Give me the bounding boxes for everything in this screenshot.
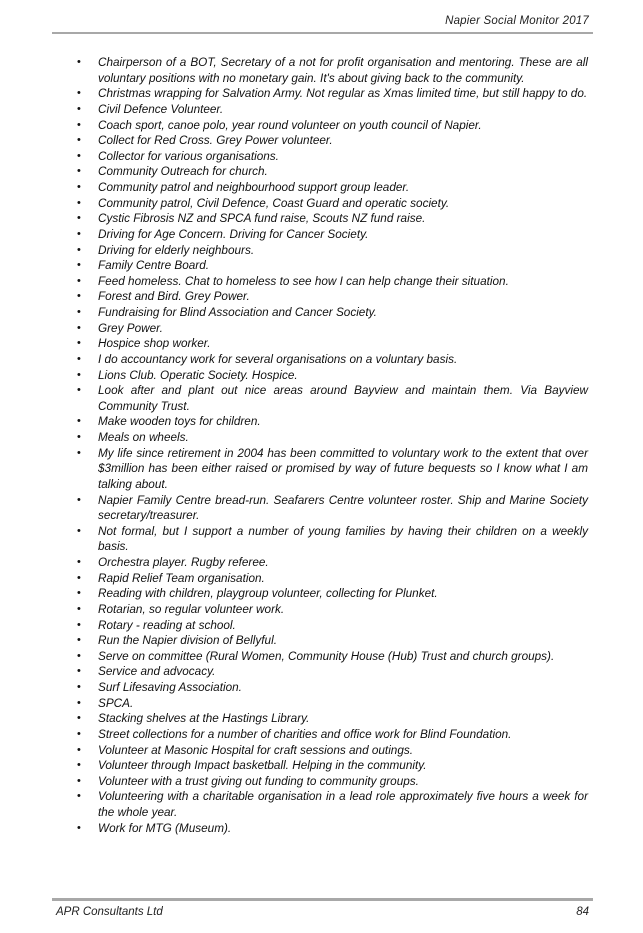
volunteer-activity-list [56, 55, 588, 836]
bullet-icon: • [77, 306, 81, 318]
list-item-text: Run the Napier division of Bellyful. [98, 634, 277, 648]
list-item [56, 368, 588, 384]
bullet-icon: • [77, 384, 81, 397]
bullet-icon: • [77, 212, 81, 225]
list-item-text: Rapid Relief Team organisation. [98, 571, 265, 585]
bullet-icon: • [77, 759, 81, 772]
bullet-icon: • [77, 321, 81, 334]
bullet-icon: • [77, 196, 81, 209]
list-item [56, 383, 588, 414]
list-item-text: Work for MTG (Museum). [98, 821, 232, 835]
list-item-text: Forest and Bird. Grey Power. [98, 290, 250, 304]
list-item-text: Rotary - reading at school. [98, 618, 236, 632]
bullet-icon: • [77, 556, 81, 568]
list-item [56, 305, 588, 321]
list-item [56, 336, 588, 352]
list-item [56, 586, 588, 602]
bullet-icon: • [77, 415, 81, 428]
list-item [56, 727, 588, 743]
list-item-text: Collector for various organisations. [98, 149, 279, 163]
bullet-icon: • [77, 696, 81, 709]
list-item-text: Cystic Fibrosis NZ and SPCA fund raise, Scouts NZ fund raise. [98, 212, 426, 226]
bullet-icon: • [77, 274, 81, 287]
bullet-icon: • [77, 681, 81, 693]
bullet-icon: • [77, 165, 81, 178]
list-item [56, 633, 588, 649]
list-item [56, 211, 588, 227]
list-item [56, 774, 588, 790]
list-item [56, 414, 588, 430]
list-item-text: Family Centre Board. [98, 259, 210, 273]
list-item-text: Collect for Red Cross. Grey Power volunteer. [98, 134, 333, 148]
list-item-text: Grey Power. [98, 321, 163, 335]
list-item [56, 821, 588, 837]
list-item-text: Make wooden toys for children. [98, 415, 261, 429]
list-item [56, 618, 588, 634]
list-item-text: My life since retirement in 2004 has been committed to voluntary work to the extent that over $3million has been either raised or promised by way of future bequests so I know what I am talking about. [98, 446, 588, 491]
list-item-text: Street collections for a number of charities and office work for Blind Foundation. [98, 727, 512, 741]
bullet-icon: • [77, 102, 81, 115]
bullet-icon: • [77, 774, 81, 787]
bullet-icon: • [77, 821, 81, 834]
list-item-text: Community Outreach for church. [98, 165, 268, 179]
bullet-icon: • [77, 524, 81, 537]
list-item [56, 55, 588, 86]
bullet-icon: • [77, 243, 81, 256]
list-item [56, 243, 588, 259]
list-item [56, 524, 588, 555]
bullet-icon: • [77, 181, 81, 193]
list-item [56, 711, 588, 727]
list-item [56, 289, 588, 305]
bullet-icon: • [77, 727, 81, 740]
bullet-icon: • [77, 149, 81, 162]
bullet-icon: • [77, 602, 81, 615]
list-item-text: Look after and plant out nice areas around Bayview and maintain them. Via Bayview Community Trust. [98, 384, 588, 413]
bullet-icon: • [77, 87, 81, 100]
bullet-icon: • [77, 56, 81, 68]
list-item-text: Reading with children, playgroup volunteer, collecting for Plunket. [98, 587, 438, 601]
list-item [56, 696, 588, 712]
header-title: Napier Social Monitor 2017 [445, 15, 589, 27]
list-item [56, 555, 588, 571]
list-item-text: Christmas wrapping for Salvation Army. Not regular as Xmas limited time, but still happy to do. [98, 87, 588, 101]
list-item-text: Serve on committee (Rural Women, Community House (Hub) Trust and church groups). [98, 649, 555, 663]
bullet-icon: • [77, 743, 81, 756]
list-item [56, 430, 588, 446]
list-item-text: Driving for Age Concern. Driving for Cancer Society. [98, 227, 369, 241]
list-item-text: Driving for elderly neighbours. [98, 243, 255, 257]
footer-company: APR Consultants Ltd [56, 906, 163, 918]
list-item [56, 758, 588, 774]
list-item [56, 164, 588, 180]
list-item [56, 493, 588, 524]
list-item-text: Community patrol and neighbourhood support group leader. [98, 181, 410, 194]
list-item-text: Rotarian, so regular volunteer work. [98, 602, 285, 616]
list-item [56, 133, 588, 149]
bullet-icon: • [77, 290, 81, 303]
bullet-icon: • [77, 118, 81, 131]
list-item [56, 743, 588, 759]
bullet-icon: • [77, 259, 81, 272]
bullet-icon: • [77, 352, 81, 365]
list-item-text: Volunteer at Masonic Hospital for craft sessions and outings. [98, 743, 414, 757]
list-item [56, 571, 588, 587]
footer-divider [52, 898, 593, 901]
list-item [56, 86, 588, 102]
list-item-text: Not formal, but I support a number of young families by having their children on a weekly basis. [98, 524, 588, 554]
page-number: 84 [576, 906, 589, 918]
bullet-icon: • [77, 446, 81, 459]
list-item [56, 149, 588, 165]
list-item-text: I do accountancy work for several organisations on a voluntary basis. [98, 352, 458, 366]
list-item [56, 664, 588, 680]
list-item-text: Meals on wheels. [98, 431, 189, 444]
list-item-text: Volunteer with a trust giving out funding to community groups. [98, 774, 419, 788]
list-item [56, 274, 588, 290]
list-item-text: Service and advocacy. [98, 665, 216, 679]
list-item-text: Stacking shelves at the Hastings Library. [98, 712, 310, 726]
list-item-text: Volunteering with a charitable organisation in a lead role approximately five hours a week for the whole year. [98, 790, 588, 819]
list-item [56, 227, 588, 243]
list-item [56, 180, 588, 196]
bullet-icon: • [77, 571, 81, 584]
list-item-text: Lions Club. Operatic Society. Hospice. [98, 368, 298, 382]
list-item-text: Chairperson of a BOT, Secretary of a not for profit organisation and mentoring. These are all voluntary positions with no monetary gain. It's about giving back to the community. [98, 56, 588, 85]
list-item [56, 680, 588, 696]
list-item [56, 102, 588, 118]
bullet-icon: • [77, 634, 81, 647]
bullet-icon: • [77, 665, 81, 678]
bullet-icon: • [77, 227, 81, 240]
list-item-text: Community patrol, Civil Defence, Coast Guard and operatic society. [98, 196, 450, 210]
bullet-icon: • [77, 431, 81, 443]
list-item-text: Volunteer through Impact basketball. Helping in the community. [98, 759, 427, 773]
bullet-icon: • [77, 134, 81, 147]
list-item [56, 789, 588, 820]
list-item [56, 321, 588, 337]
list-item [56, 258, 588, 274]
header-divider [52, 32, 593, 34]
list-item-text: Hospice shop worker. [98, 337, 211, 351]
list-item [56, 446, 588, 493]
bullet-icon: • [77, 587, 81, 600]
list-item-text: Orchestra player. Rugby referee. [98, 556, 269, 569]
list-item-text: Civil Defence Volunteer. [98, 102, 224, 116]
list-item-text: Coach sport, canoe polo, year round volunteer on youth council of Napier. [98, 118, 482, 132]
list-item [56, 118, 588, 134]
list-item [56, 602, 588, 618]
list-item-text: SPCA. [98, 696, 134, 710]
bullet-icon: • [77, 493, 81, 506]
list-item [56, 649, 588, 665]
list-item-text: Surf Lifesaving Association. [98, 681, 242, 694]
list-item-text: Feed homeless. Chat to homeless to see how I can help change their situation. [98, 274, 509, 288]
bullet-icon: • [77, 337, 81, 350]
bullet-icon: • [77, 368, 81, 381]
bullet-icon: • [77, 618, 81, 631]
list-item [56, 352, 588, 368]
list-item-text: Napier Family Centre bread-run. Seafarers Centre volunteer roster. Ship and Marine Society secretary/treasurer. [98, 493, 588, 523]
list-item-text: Fundraising for Blind Association and Cancer Society. [98, 306, 377, 319]
bullet-icon: • [77, 790, 81, 803]
list-item [56, 196, 588, 212]
bullet-icon: • [77, 712, 81, 725]
bullet-icon: • [77, 649, 81, 662]
